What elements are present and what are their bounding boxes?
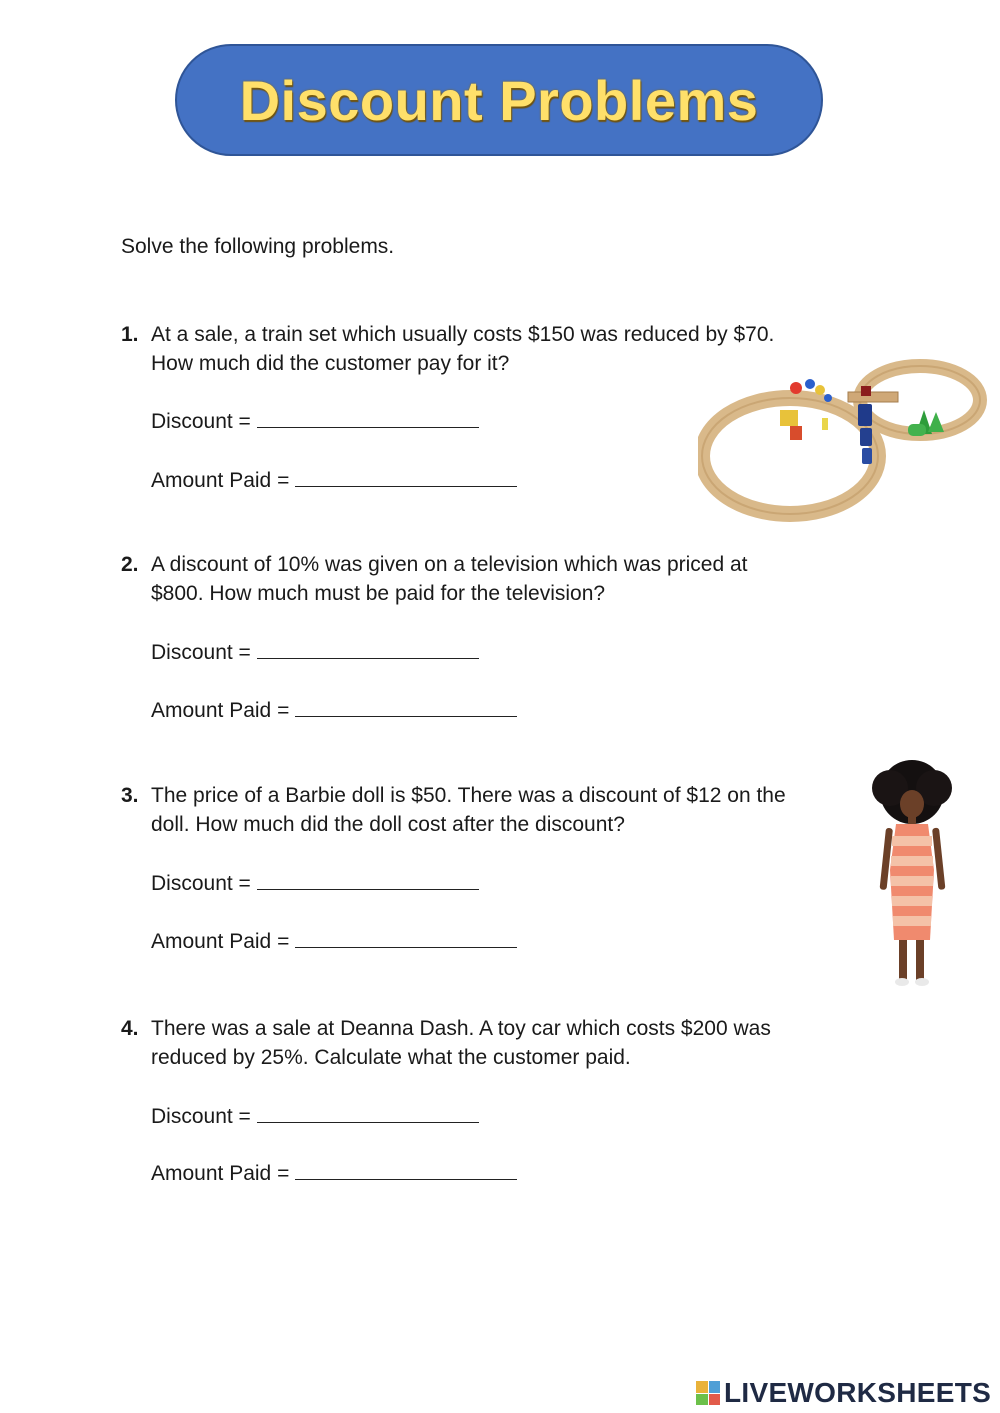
question-line: $800. How much must be paid for the television? <box>151 582 606 605</box>
question-line: The price of a Barbie doll is $50. There was a discount of $12 on the <box>151 784 786 807</box>
discount-label: Discount = <box>151 410 251 433</box>
discount-answer <box>151 1102 479 1131</box>
instructions: Solve the following problems. <box>121 235 395 258</box>
question-line: reduced by 25%. Calculate what the customer paid. <box>151 1046 631 1069</box>
problem-number: 1. <box>121 323 139 346</box>
discount-blank[interactable] <box>257 1102 479 1123</box>
discount-blank[interactable] <box>257 638 479 659</box>
amount-label: Amount Paid = <box>151 699 290 722</box>
logo-text: LIVEWORKSHEETS <box>724 1377 992 1408</box>
amount-label: Amount Paid = <box>151 930 290 953</box>
amount-blank[interactable] <box>295 696 517 717</box>
amount-answer <box>151 1159 517 1188</box>
question-line: At a sale, a train set which usually costs $150 was reduced by $70. <box>151 323 775 346</box>
logo-icon <box>696 1381 720 1405</box>
amount-label: Amount Paid = <box>151 1162 290 1185</box>
page-title: Discount Problems <box>239 68 759 132</box>
discount-answer <box>151 869 479 898</box>
problem-question <box>151 550 871 608</box>
doll-image <box>858 758 968 990</box>
amount-blank[interactable] <box>295 927 517 948</box>
amount-blank[interactable] <box>295 1159 517 1180</box>
question-line: A discount of 10% was given on a television which was priced at <box>151 553 748 576</box>
question-line: How much did the customer pay for it? <box>151 352 510 375</box>
liveworksheets-logo <box>696 1377 991 1409</box>
discount-blank[interactable] <box>257 869 479 890</box>
discount-label: Discount = <box>151 1105 251 1128</box>
discount-answer <box>151 407 479 436</box>
question-line: There was a sale at Deanna Dash. A toy car which costs $200 was <box>151 1017 771 1040</box>
problem-question <box>151 781 871 839</box>
discount-blank[interactable] <box>257 407 479 428</box>
amount-answer <box>151 696 517 725</box>
problem-question <box>151 1014 871 1072</box>
problem-number: 4. <box>121 1017 139 1040</box>
amount-label: Amount Paid = <box>151 469 290 492</box>
discount-label: Discount = <box>151 872 251 895</box>
problem-number: 2. <box>121 553 139 576</box>
question-line: doll. How much did the doll cost after the discount? <box>151 813 625 836</box>
train-set-image <box>698 348 990 526</box>
amount-answer <box>151 466 517 495</box>
problem-number: 3. <box>121 784 139 807</box>
discount-answer <box>151 638 479 667</box>
discount-label: Discount = <box>151 641 251 664</box>
amount-answer <box>151 927 517 956</box>
title-banner <box>175 44 823 156</box>
amount-blank[interactable] <box>295 466 517 487</box>
